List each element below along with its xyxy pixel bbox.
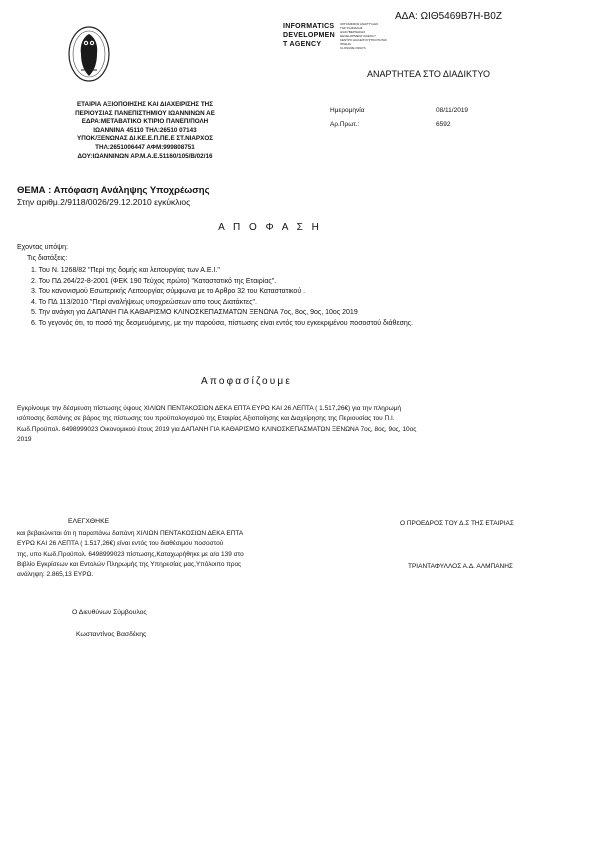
ada-code: ΑΔΑ: ΩΙΘ5469Β7Η-Β0Ζ <box>395 11 502 22</box>
considering-label: Εχοντας υπόψη: <box>17 244 68 251</box>
paragraph-line: 2019 <box>17 436 32 444</box>
company-line: ΙΩΑΝΝΙΝΑ 45110 ΤΗΛ:26510 07143 <box>93 126 197 134</box>
list-item: 6. Το γεγονός ότι, το ποσό της δεσμευόμενης, με την παρούσα, πίστωσης είναι εντός του εγκεκριμένου ποσοστού διάθεσης. <box>31 319 414 327</box>
company-line: ΥΠΟΚ/ΞΕΝΩΝΑΣ ΔΙ.ΚΕ.Ε.Π.ΠΕ.Ε ΣΤ.ΝΙΑΡΧΟΣ <box>77 135 213 143</box>
paragraph-line: της, υπο Κωδ.Προϋπολ. 6498999023 πίστωσης,Καταχωρήθηκε με α/α 139 στο <box>17 550 244 558</box>
subject-title: ΘΕΜΑ : Απόφαση Ανάληψης Υποχρέωσης <box>17 185 210 196</box>
publication-notice: ΑΝΑΡΤΗΤΕΑ ΣΤΟ ΔΙΑΔΙΚΤΥΟ <box>367 69 490 79</box>
company-line: ΕΤΑΙΡΙΑ ΑΞΙΟΠΟΙΗΣΗΣ ΚΑΙ ΔΙΑΧΕΙΡΙΣΗΣ ΤΗΣ <box>76 101 214 108</box>
company-header-block <box>30 101 260 161</box>
verification-paragraph <box>17 529 244 580</box>
paragraph-line: Βιβλίο Εγκρίσεων και Εντολών Πληρωμής της Υπηρεσίας μας,Υπόλοιπο προς <box>17 560 242 568</box>
agency-logo-text: INFORMATICS DEVELOPMEN T AGENCY <box>283 23 336 48</box>
we-decide-heading: Αποφασίζουμε <box>201 376 293 387</box>
company-line: ΕΔΡΑ:ΜΕΤΑΒΑΤΙΚΟ ΚΤΙΡΙΟ ΠΑΝΕΠ/ΠΟΛΗ <box>81 118 209 126</box>
managing-director-title: Ο Διευθύνων Σύμβουλος <box>72 609 147 616</box>
checked-label: ΕΛΕΓΧΘΗΚΕ <box>68 518 110 525</box>
approval-paragraph <box>17 404 577 446</box>
agency-logo-subtext: ΟΡΓΑΝΙΣΜΟΣ ΑΝΑΠΤΥΞΗΣ ΤΗΣ ΨΗΦΙΑΚΗΣ ΔΙΑΚΥΒΕΡΝΗΣΗΣ DEVELOPMENT AGENCY ΚΕΝΤΡΟ ΔΙΑΛΕΙΤΟΥΡΓΙΚΟΤΗΤΑΣ ΠΡΩΗΝ CLOSURE ORAYS <box>340 22 387 50</box>
paragraph-line: ΕΥΡΩ ΚΑΙ 26 ΛΕΠΤΑ ( 1.517,26€) είναι εντός του διαθέσιμου ποσοστού <box>17 540 224 548</box>
paragraph-line: Κωδ.Προϋπολ. 6498999023 Οικονομικού έτους 2019 για ΔΑΠΑΝΗ ΓΙΑ ΚΑΘΑΡΙΣΜΟ ΚΛΙΝΟΣΚΕΠΑΣΜΑΤΩΝ ΞΕΝΩΝΑ 7ος, 8ος, 9ος, 10ος <box>17 425 417 433</box>
list-item: 4. Το ΠΔ 113/2010 "Περί αναλήψεως υποχρεώσεων απο τους Διατάκτες". <box>31 298 257 306</box>
managing-director-name: Κωσταντίνος Βασδέκης <box>76 631 147 638</box>
subject-reference: Στην αριθμ.2/9118/0026/29.12.2010 εγκύκλιος <box>17 197 191 207</box>
date-value: 08/11/2019 <box>436 107 469 114</box>
list-item: 3. Του κανονισμού Εσωτερικής Λειτουργίας σύμφωνα με το Αρθρο 32 του Καταστατικού . <box>31 288 306 296</box>
president-title: Ο ΠΡΟΕΔΡΟΣ ΤΟΥ Δ.Σ ΤΗΣ ΕΤΑΙΡΙΑΣ <box>400 520 514 527</box>
president-name: ΤΡΙΑΝΤΑΦΥΛΛΟΣ Α.Δ. ΑΛΜΠΑΝΗΣ <box>408 563 513 570</box>
list-item: 2. Του ΠΔ 264/22-8-2001 (ΦΕΚ 190 Τεύχος πρώτο) "Καταστατικό της Εταιρίας". <box>31 277 277 285</box>
decision-heading: Α Π Ο Φ Α Σ Η <box>218 222 322 233</box>
owl-emblem-icon <box>68 26 110 82</box>
company-line: ΠΕΡΙΟΥΣΙΑΣ ΠΑΝΕΠΙΣΤΗΜΙΟΥ ΙΩΑΝΝΙΝΩΝ ΑΕ <box>75 109 215 117</box>
company-line: ΤΗΛ:2651006447 ΑΦΜ:999808751 <box>95 143 195 151</box>
date-label: Ημερομηνία <box>330 107 365 114</box>
paragraph-line: ανάληψη: 2.865,13 ΕΥΡΩ. <box>17 571 94 579</box>
list-item: 5. Την ανάγκη για ΔΑΠΑΝΗ ΓΙΑ ΚΑΘΑΡΙΣΜΟ ΚΛΙΝΟΣΚΕΠΑΣΜΑΤΩΝ ΞΕΝΩΝΑ 7ος, 8ος, 9ος, 10ος 2019 <box>31 309 358 317</box>
company-line: ΔΟΥ:ΙΩΑΝΝΙΝΩΝ ΑΡ.Μ.Α.Ε.51160/105/Β/02/16 <box>77 152 213 160</box>
protocol-label: Αρ.Πρωτ.: <box>330 121 360 128</box>
paragraph-line: ισόποσης δαπάνης σε βάρος της πίστωσης του προϋπολογισμού της Εταιρίας Αξιοποίησης και Διαχείρησης της Περιουσίας του Π.Ι. <box>17 415 395 423</box>
provisions-list <box>31 266 413 330</box>
protocol-value: 6592 <box>436 121 451 128</box>
provisions-label: Τις διατάξεις: <box>27 255 68 262</box>
paragraph-line: και βεβαιώνεται ότι η παραπάνω δαπάνη ΧΙΛΙΩΝ ΠΕΝΤΑΚΟΣΙΩΝ ΔΕΚΑ ΕΠΤΑ <box>17 530 244 537</box>
paragraph-line: Εγκρίνουμε την δέσμευση πίστωσης ύψους ΧΙΛΙΩΝ ΠΕΝΤΑΚΟΣΙΩΝ ΔΕΚΑ ΕΠΤΑ ΕΥΡΩ ΚΑΙ 26 ΛΕΠΤΑ ( 1.517,26€) για την πληρωμή <box>17 405 402 412</box>
list-item: 1. Του Ν. 1268/82 "Περί της δομής και λειτουργίας των Α.Ε.Ι." <box>31 267 220 274</box>
